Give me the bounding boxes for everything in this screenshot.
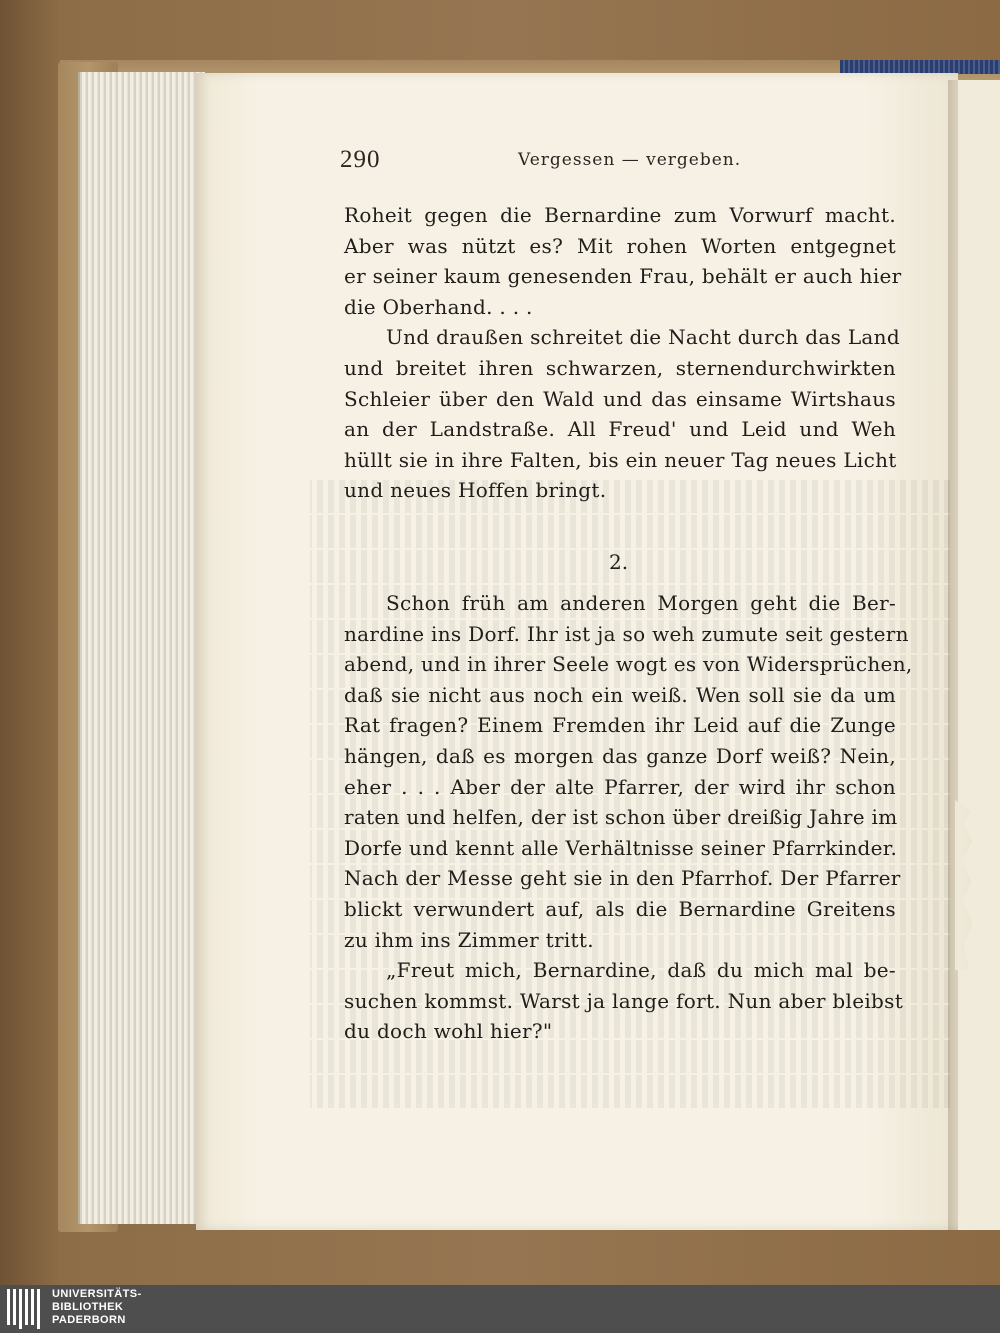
text-line: Schon früh am anderen Morgen geht die Ber- [386,591,896,615]
library-name-line: PADERBORN [52,1314,126,1326]
text-line: blickt verwundert auf, als die Bernardine Greitens [344,896,896,921]
university-library-bars-logo [7,1289,43,1329]
text-line: Schleier über den Wald und das einsame Wirtshaus [344,386,896,411]
page-header [340,146,900,182]
text-line: die Oberhand. . . . [344,294,533,319]
text-line: Nach der Messe geht sie in den Pfarrhof. Der Pfarrer [344,866,901,891]
paragraph-block-before-heading [344,200,902,506]
text-line: nardine ins Dorf. Ihr ist ja so weh zumute seit gestern [344,621,909,646]
text-line: und breitet ihren schwarzen, sternendurchwirkten [344,355,896,380]
facing-page-edge [958,80,1000,1230]
book-headband [840,60,1000,74]
text-line: und neues Hoffen bringt. [344,478,607,503]
library-name-line: UNIVERSITÄTS- [52,1288,142,1300]
text-line: Aber was nützt es? Mit rohen Worten entgegnet [344,233,896,258]
text-line: eher . . . Aber der alte Pfarrer, der wird ihr schon [344,774,896,799]
library-footer-bar [0,1285,1000,1333]
text-line: hängen, daß es morgen das ganze Dorf weiß? Nein, [344,743,896,768]
running-head: Vergessen — vergeben. [518,150,742,170]
section-heading: 2. [609,550,629,574]
text-line: daß sie nicht aus noch ein weiß. Wen soll sie da um [344,682,896,707]
text-line: an der Landstraße. All Freud' und Leid und Weh [344,417,896,442]
text-line: Dorfe und kennt alle Verhältnisse seiner Pfarrkinder. [344,835,898,860]
text-line: er seiner kaum genesenden Frau, behält er auch hier [344,264,902,289]
library-name [52,1288,142,1327]
paragraph-block-after-heading [344,588,913,1047]
text-line: raten und helfen, der ist schon über dreißig Jahre im [344,805,898,830]
text-line: Und draußen schreitet die Nacht durch das Land [386,325,900,350]
text-line: Roheit gegen die Bernardine zum Vorwurf macht. [344,203,896,227]
page-number: 290 [340,146,381,173]
text-line: hüllt sie in ihre Falten, bis ein neuer Tag neues Licht [344,447,897,472]
text-line: suchen kommst. Warst ja lange fort. Nun aber bleibst [344,988,904,1013]
text-line: „Freut mich, Bernardine, daß du mich mal be- [386,958,896,983]
text-line: abend, und in ihrer Seele wogt es von Widersprüchen, [344,652,913,677]
text-line: du doch wohl hier?" [344,1019,553,1044]
text-line: zu ihm ins Zimmer tritt. [344,927,594,952]
library-name-line: BIBLIOTHEK [52,1301,124,1313]
page-stack-edges [78,72,205,1224]
text-line: Rat fragen? Einem Fremden ihr Leid auf die Zunge [344,713,896,738]
